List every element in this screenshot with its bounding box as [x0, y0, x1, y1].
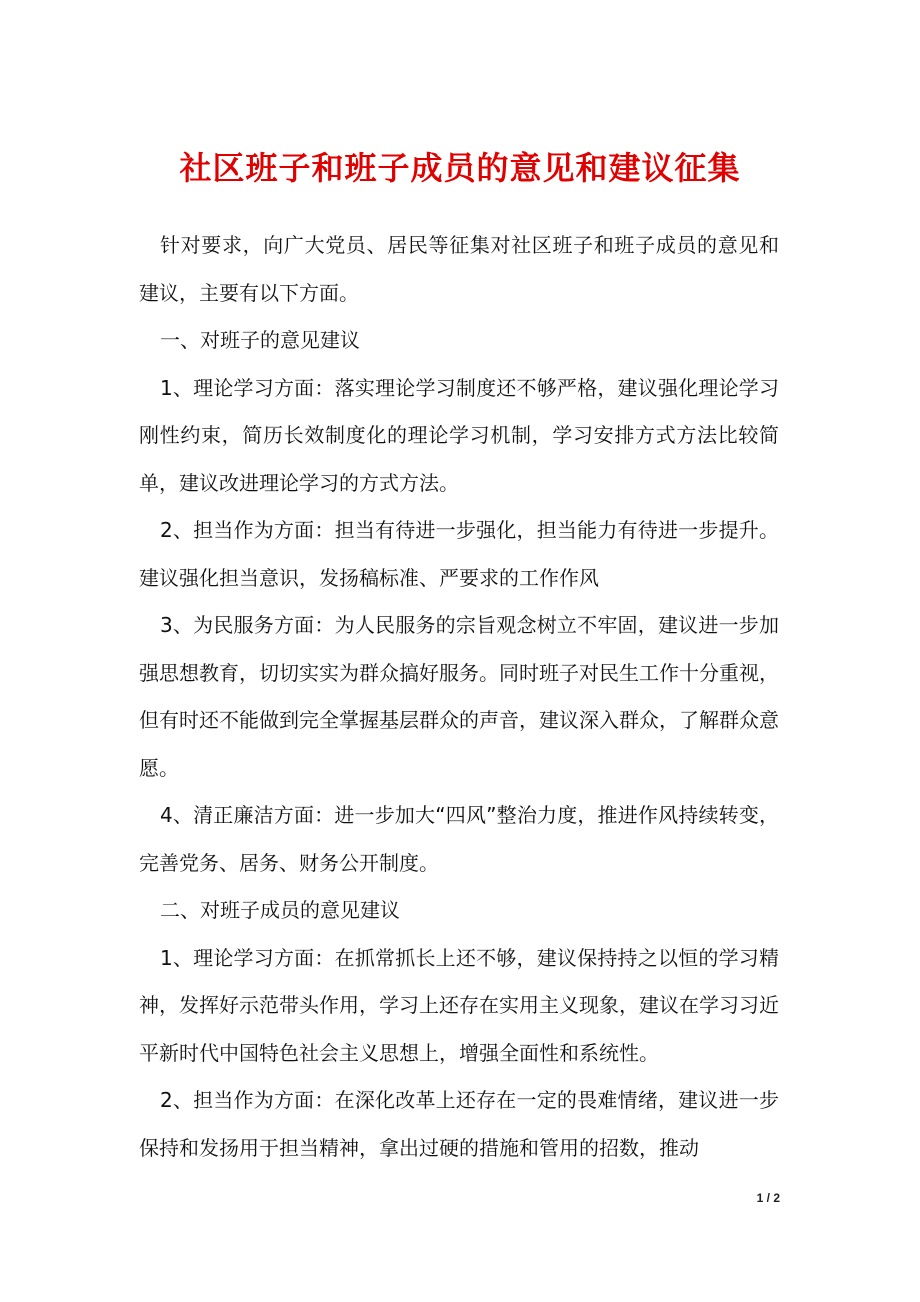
paragraph-1-1: 1、理论学习方面：落实理论学习制度还不够严格，建议强化理论学习刚性约束，简历长效制度化的理论学习机制，学习安排方式方法比较简单，建议改进理论学习的方式方法。 [139, 375, 779, 495]
page-number: 1 / 2 [756, 1191, 780, 1205]
document-body [139, 222, 779, 1172]
paragraph-1-4: 4、清正廉洁方面：进一步加大“四风”整治力度，推进作风持续转变，完善党务、居务、财务公开制度。 [139, 803, 779, 875]
paragraph-2-1: 1、理论学习方面：在抓常抓长上还不够，建议保持持之以恒的学习精神，发挥好示范带头作用，学习上还存在实用主义现象，建议在学习习近平新时代中国特色社会主义思想上，增强全面性和系统性。 [139, 945, 779, 1065]
section-heading-1: 一、对班子的意见建议 [160, 328, 360, 352]
paragraph-intro: 针对要求，向广大党员、居民等征集对社区班子和班子成员的意见和建议，主要有以下方面。 [139, 233, 779, 305]
paragraph-1-3: 3、为民服务方面：为人民服务的宗旨观念树立不牢固，建议进一步加强思想教育，切切实实为群众搞好服务。同时班子对民生工作十分重视，但有时还不能做到完全掌握基层群众的声音，建议深入群众，了解群众意愿。 [139, 613, 779, 780]
paragraph-2-2: 2、担当作为方面：在深化改革上还存在一定的畏难情绪，建议进一步保持和发扬用于担当精神，拿出过硬的措施和管用的招数，推动 [139, 1088, 779, 1160]
paragraph-1-2: 2、担当作为方面：担当有待进一步强化，担当能力有待进一步提升。建议强化担当意识，发扬稿标准、严要求的工作作风 [139, 518, 779, 590]
section-heading-2: 二、对班子成员的意见建议 [160, 898, 400, 922]
document-title: 社区班子和班子成员的意见和建议征集 [179, 149, 741, 187]
